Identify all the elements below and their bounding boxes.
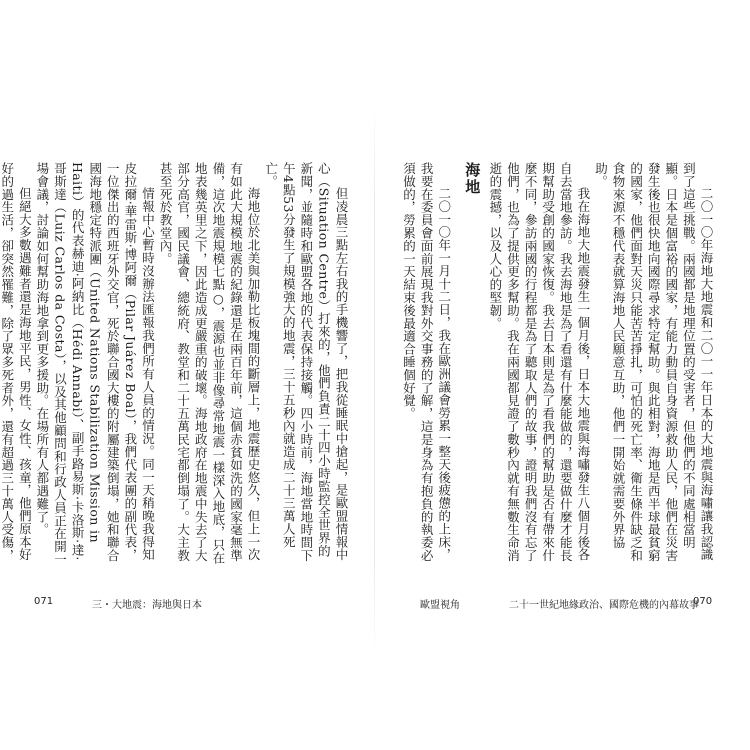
paragraph: 但絕大多數遇難者還是海地平民，男性、女性、孩童，他們原本好好的過生活，卻突然罹難，除了眾多死者外，還有超過三十萬人受傷， (0, 162, 33, 562)
page-number: 071 (34, 596, 54, 607)
paragraph: 二〇一〇年一月十二日，我在歐洲議會勞累一整天後疲憊的上床，我要在委員會面前展現我對外交事務的了解，這是身為有抱負的執委必須做的，勞累的一天結束後最適合睡個好覺。 (401, 162, 452, 562)
right-page (375, 0, 750, 750)
paragraph: 情報中心暫時沒辦法匯報我們所有人員的情況。同一天稍晚我得知皮拉爾‧華雷斯‧博阿爾（Pilar Juárez Boal），我們代表團的副代表，一位傑出的西班牙外交官，死於聯合國大樓的附屬建築倒塌，她和聯合國海地穩定特派團（United Nations Stabilization Mission in Haiti）的代表赫迪‧阿納比（Hédi Annabi）、副手路易斯‧卡洛斯‧達‧哥斯達（Luiz Carlos da Costa），以及其他顧問和行政人員正在開一場會議，討論如何幫助海地拿到更多援助。在場所有人都遇難了。 (34, 162, 156, 566)
paragraph: 海地位於北美與加勒比板塊間的斷層上，地震歷史悠久，但上一次有如此大規模地震的紀錄還是在兩百年前，這個赤貧如洗的國家毫無準備，這次地震規模七點○，震源也並非像尋常地震一樣深入地底，只在地表幾英里之下，因此造成更嚴重的破壞。海地政府在地震中失去了大部分高官，國民議會、總統府、教堂和二十五萬民宅都倒塌了。大主教甚至死於教堂內。 (158, 162, 262, 565)
paragraph: 二〇一〇年海地大地震和二〇一一年日本的大地震與海嘯讓我認識到了這些挑戰。兩國都是地理位置的受害者，但他們的不同處相當明顯。日本是個富裕的國家，有能力動員自身資源救助人民，他們在災害發生後也很快地向國際尋求特定幫助。與此相對，海地是西半球最貧窮的國家，他們面對天災只能苦苦掙扎，可怕的死亡率、衛生條件缺乏和食物來源不穩代表就算海地人民願意互助，他們一開始就需要外界協助。 (593, 162, 714, 562)
page-number: 070 (693, 596, 713, 607)
paragraph: 但凌晨三點左右我的手機響了，把我從睡眠中搶起，是歐盟情報中心（Situation Centre）打來的，他們負責二十四小時監控全世界的新聞，並隨時和歐盟各地的代表保持接觸。四小時前，海地當地時間下午4點53分發生了規模強大的地震，三十五秒內就造成二十三萬人死亡。 (263, 162, 349, 562)
running-head-book-title: 歐盟視角 (420, 600, 460, 611)
section-heading: 海地 (463, 162, 482, 196)
right-page-body (399, 162, 715, 566)
paragraph: 我在海地大地震發生一個月後，日本大地震與海嘯發生八個月後各自去當地參訪。我去海地是為了看還有什麼能做的，還要做什麼才能長期幫助受創的國家恢復。我去日本則是為了看我們的幫助是否有帶來什麼不同，參訪兩國的行程都是為了聽取人們的故事，證明我們沒有忘了他們，也為了提供更多幫助。我在兩國都見證了數秒內就有無數生命消逝的震撼，以及人心的堅韌。 (487, 162, 591, 562)
running-head-subtitle: 二十一世紀地緣政治、國際危機的內幕故事 (509, 600, 699, 611)
running-head: 三・大地震：海地與日本 (92, 600, 202, 611)
left-page-body (0, 162, 350, 566)
